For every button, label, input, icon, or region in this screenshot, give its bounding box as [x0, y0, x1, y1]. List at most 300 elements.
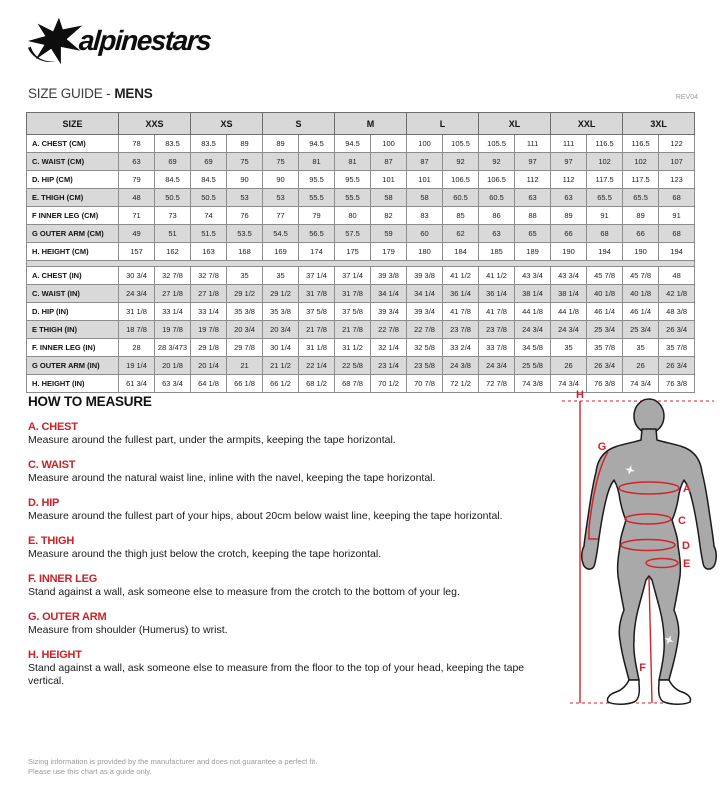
size-table	[26, 112, 695, 393]
size-value-cell: 63 3/4	[155, 375, 191, 393]
size-value-cell: 35 7/8	[587, 339, 623, 357]
size-value-cell: 101	[407, 171, 443, 189]
row-label: G OUTER ARM (IN)	[27, 357, 119, 375]
size-value-cell: 48	[119, 189, 155, 207]
col-header-size: SIZE	[27, 113, 119, 135]
size-value-cell: 92	[443, 153, 479, 171]
size-value-cell: 194	[659, 243, 695, 261]
size-value-cell: 27 1/8	[155, 285, 191, 303]
size-value-cell: 50.5	[155, 189, 191, 207]
size-value-cell: 89	[227, 135, 263, 153]
size-value-cell: 33 1/4	[155, 303, 191, 321]
figure-label-chest: A	[683, 483, 691, 495]
measurement-figure	[556, 388, 720, 712]
size-value-cell: 111	[551, 135, 587, 153]
measure-item-text: Measure around the natural waist line, inline with the navel, keeping the tape horizontal.	[28, 472, 436, 484]
size-value-cell: 41 1/2	[443, 267, 479, 285]
size-value-cell: 22 5/8	[335, 357, 371, 375]
size-value-cell: 75	[263, 153, 299, 171]
how-to-measure-title: HOW TO MEASURE	[28, 394, 152, 409]
size-value-cell: 63	[551, 189, 587, 207]
size-value-cell: 22 1/4	[299, 357, 335, 375]
page-title-gender: MENS	[114, 86, 153, 101]
brand-logo	[26, 12, 210, 70]
size-value-cell: 37 5/8	[299, 303, 335, 321]
measure-item-label: C. WAIST	[28, 459, 76, 471]
size-value-cell: 36 1/4	[443, 285, 479, 303]
size-value-cell: 86	[479, 207, 515, 225]
size-value-cell: 163	[191, 243, 227, 261]
size-value-cell: 117.5	[623, 171, 659, 189]
footer-line-2: Please use this chart as a guide only.	[28, 767, 152, 776]
measure-item-text: Stand against a wall, ask someone else to measure from the crotch to the bottom of your leg.	[28, 586, 460, 598]
table-row	[27, 303, 695, 321]
size-value-cell: 94.5	[299, 135, 335, 153]
size-value-cell: 48 3/8	[659, 303, 695, 321]
row-label: C. WAIST (CM)	[27, 153, 119, 171]
size-value-cell: 33 7/8	[479, 339, 515, 357]
size-value-cell: 19 1/4	[119, 357, 155, 375]
size-value-cell: 32 1/4	[371, 339, 407, 357]
size-value-cell: 70 7/8	[407, 375, 443, 393]
size-value-cell: 23 5/8	[407, 357, 443, 375]
size-value-cell: 63	[119, 153, 155, 171]
size-value-cell: 190	[623, 243, 659, 261]
size-value-cell: 69	[155, 153, 191, 171]
size-value-cell: 66 1/8	[227, 375, 263, 393]
size-value-cell: 35	[263, 267, 299, 285]
table-row	[27, 357, 695, 375]
row-label: G OUTER ARM (CM)	[27, 225, 119, 243]
size-value-cell: 168	[227, 243, 263, 261]
size-value-cell: 51	[155, 225, 191, 243]
measure-item-label: H. HEIGHT	[28, 649, 82, 661]
size-value-cell: 95.5	[299, 171, 335, 189]
size-value-cell: 19 7/8	[191, 321, 227, 339]
size-value-cell: 54.5	[263, 225, 299, 243]
measure-item-label: F. INNER LEG	[28, 573, 98, 585]
size-value-cell: 58	[407, 189, 443, 207]
size-value-cell: 68	[659, 225, 695, 243]
size-value-cell: 84.5	[191, 171, 227, 189]
size-value-cell: 53.5	[227, 225, 263, 243]
row-label: H. HEIGHT (IN)	[27, 375, 119, 393]
size-value-cell: 76 3/8	[659, 375, 695, 393]
size-value-cell: 162	[155, 243, 191, 261]
size-value-cell: 29 1/2	[263, 285, 299, 303]
size-value-cell: 24 3/8	[443, 357, 479, 375]
size-value-cell: 40 1/8	[623, 285, 659, 303]
size-value-cell: 35	[227, 267, 263, 285]
table-row	[27, 285, 695, 303]
table-row	[27, 153, 695, 171]
size-value-cell: 84.5	[155, 171, 191, 189]
size-value-cell: 90	[227, 171, 263, 189]
size-value-cell: 28	[119, 339, 155, 357]
size-value-cell: 31 1/8	[299, 339, 335, 357]
size-value-cell: 36 1/4	[479, 285, 515, 303]
col-header-3xl: 3XL	[623, 113, 695, 135]
measure-item-text: Measure from shoulder (Humerus) to wrist.	[28, 624, 228, 636]
size-value-cell: 24 3/4	[551, 321, 587, 339]
measure-item-label: D. HIP	[28, 497, 60, 509]
col-header-xxs: XXS	[119, 113, 191, 135]
size-value-cell: 33 1/4	[191, 303, 227, 321]
table-row	[27, 207, 695, 225]
size-value-cell: 37 5/8	[335, 303, 371, 321]
row-label: F. INNER LEG (IN)	[27, 339, 119, 357]
size-value-cell: 189	[515, 243, 551, 261]
size-value-cell: 174	[299, 243, 335, 261]
size-value-cell: 68	[659, 189, 695, 207]
page-title	[28, 86, 153, 101]
figure-label-outer-arm: G	[597, 441, 607, 453]
size-value-cell: 25 3/4	[623, 321, 659, 339]
inner-leg-measure-line	[649, 577, 652, 703]
size-value-cell: 89	[263, 135, 299, 153]
size-value-cell: 122	[659, 135, 695, 153]
col-header-l: L	[407, 113, 479, 135]
size-value-cell: 32 7/8	[155, 267, 191, 285]
footer-line-1: Sizing information is provided by the manufacturer and does not guarantee a perfect fit.	[28, 757, 318, 766]
size-value-cell: 30 1/4	[263, 339, 299, 357]
row-label: F INNER LEG (CM)	[27, 207, 119, 225]
size-value-cell: 60	[407, 225, 443, 243]
footer-disclaimer	[28, 757, 317, 777]
row-label: C. WAIST (IN)	[27, 285, 119, 303]
size-value-cell: 26 3/4	[587, 357, 623, 375]
size-value-cell: 87	[371, 153, 407, 171]
row-label: E. THIGH (CM)	[27, 189, 119, 207]
size-value-cell: 76 3/8	[587, 375, 623, 393]
size-value-cell: 38 1/4	[551, 285, 587, 303]
table-row	[27, 189, 695, 207]
size-value-cell: 26 3/4	[659, 321, 695, 339]
size-value-cell: 60.5	[443, 189, 479, 207]
size-value-cell: 26	[551, 357, 587, 375]
size-value-cell: 21 7/8	[335, 321, 371, 339]
size-value-cell: 100	[407, 135, 443, 153]
size-value-cell: 89	[623, 207, 659, 225]
how-to-measure-section	[28, 394, 553, 688]
size-value-cell: 102	[587, 153, 623, 171]
size-value-cell: 58	[371, 189, 407, 207]
size-value-cell: 73	[155, 207, 191, 225]
size-value-cell: 31 1/8	[119, 303, 155, 321]
size-value-cell: 72 1/2	[443, 375, 479, 393]
size-value-cell: 20 3/4	[227, 321, 263, 339]
row-label: A. CHEST (IN)	[27, 267, 119, 285]
size-value-cell: 55.5	[299, 189, 335, 207]
revision-label: REV04	[675, 94, 698, 101]
size-value-cell: 38 1/4	[515, 285, 551, 303]
size-value-cell: 42 1/8	[659, 285, 695, 303]
size-value-cell: 39 3/4	[371, 303, 407, 321]
size-value-cell: 20 1/4	[191, 357, 227, 375]
figure-label-thigh: E	[683, 558, 691, 570]
size-value-cell: 23 1/4	[371, 357, 407, 375]
size-value-cell: 40 1/8	[587, 285, 623, 303]
size-value-cell: 63	[479, 225, 515, 243]
size-value-cell: 24 3/4	[515, 321, 551, 339]
size-value-cell: 24 3/4	[479, 357, 515, 375]
size-value-cell: 85	[443, 207, 479, 225]
row-label: D. HIP (IN)	[27, 303, 119, 321]
size-value-cell: 62	[443, 225, 479, 243]
size-value-cell: 22 7/8	[371, 321, 407, 339]
size-value-cell: 44 1/8	[551, 303, 587, 321]
left-foot-shape	[607, 680, 639, 704]
size-value-cell: 87	[407, 153, 443, 171]
size-value-cell: 59	[371, 225, 407, 243]
size-value-cell: 92	[479, 153, 515, 171]
size-value-cell: 39 3/8	[407, 267, 443, 285]
col-header-s: S	[263, 113, 335, 135]
size-value-cell: 70 1/2	[371, 375, 407, 393]
size-value-cell: 97	[515, 153, 551, 171]
measure-item-text: Measure around the thigh just below the crotch, keeping the tape horizontal.	[28, 548, 382, 560]
size-value-cell: 43 3/4	[515, 267, 551, 285]
size-value-cell: 179	[371, 243, 407, 261]
size-value-cell: 45 7/8	[623, 267, 659, 285]
size-value-cell: 95.5	[335, 171, 371, 189]
size-value-cell: 25 3/4	[587, 321, 623, 339]
row-label: H. HEIGHT (CM)	[27, 243, 119, 261]
size-value-cell: 74 3/4	[551, 375, 587, 393]
size-value-cell: 19 7/8	[155, 321, 191, 339]
figure-label-hip: D	[682, 540, 690, 552]
size-value-cell: 74	[191, 207, 227, 225]
size-value-cell: 117.5	[587, 171, 623, 189]
size-value-cell: 80	[335, 207, 371, 225]
size-value-cell: 31 7/8	[335, 285, 371, 303]
size-value-cell: 35 3/8	[263, 303, 299, 321]
size-value-cell: 34 1/4	[407, 285, 443, 303]
col-header-xs: XS	[191, 113, 263, 135]
size-value-cell: 76	[227, 207, 263, 225]
size-value-cell: 107	[659, 153, 695, 171]
size-value-cell: 24 3/4	[119, 285, 155, 303]
size-value-cell: 35 3/8	[227, 303, 263, 321]
size-value-cell: 32 7/8	[191, 267, 227, 285]
size-value-cell: 23 7/8	[479, 321, 515, 339]
size-value-cell: 43 3/4	[551, 267, 587, 285]
size-value-cell: 185	[479, 243, 515, 261]
size-value-cell: 65.5	[587, 189, 623, 207]
size-value-cell: 48	[659, 267, 695, 285]
size-value-cell: 97	[551, 153, 587, 171]
col-header-xl: XL	[479, 113, 551, 135]
col-header-xxl: XXL	[551, 113, 623, 135]
size-value-cell: 60.5	[479, 189, 515, 207]
size-value-cell: 53	[227, 189, 263, 207]
size-value-cell: 29 1/8	[191, 339, 227, 357]
size-value-cell: 39 3/8	[371, 267, 407, 285]
size-value-cell: 75	[227, 153, 263, 171]
table-row	[27, 171, 695, 189]
table-row	[27, 225, 695, 243]
size-value-cell: 83.5	[155, 135, 191, 153]
size-value-cell: 46 1/4	[623, 303, 659, 321]
row-label: A. CHEST (CM)	[27, 135, 119, 153]
row-label: E THIGH (IN)	[27, 321, 119, 339]
size-value-cell: 89	[551, 207, 587, 225]
head-shape	[634, 399, 664, 433]
size-value-cell: 33 2/4	[443, 339, 479, 357]
size-value-cell: 39 3/4	[407, 303, 443, 321]
size-value-cell: 102	[623, 153, 659, 171]
size-value-cell: 49	[119, 225, 155, 243]
brand-logo-text: alpinestars	[77, 25, 212, 56]
size-value-cell: 27 1/8	[191, 285, 227, 303]
size-value-cell: 35	[551, 339, 587, 357]
body-silhouette-diagram	[556, 388, 720, 712]
size-value-cell: 83.5	[191, 135, 227, 153]
table-row	[27, 267, 695, 285]
size-value-cell: 53	[263, 189, 299, 207]
size-value-cell: 34 5/8	[515, 339, 551, 357]
size-value-cell: 74 3/8	[515, 375, 551, 393]
size-value-cell: 74 3/4	[623, 375, 659, 393]
size-value-cell: 37 1/4	[335, 267, 371, 285]
size-value-cell: 79	[119, 171, 155, 189]
size-value-cell: 34 1/4	[371, 285, 407, 303]
size-value-cell: 184	[443, 243, 479, 261]
size-value-cell: 101	[371, 171, 407, 189]
figure-label-waist: C	[678, 515, 686, 527]
size-value-cell: 91	[587, 207, 623, 225]
measure-item-label: E. THIGH	[28, 535, 75, 547]
size-value-cell: 26	[623, 357, 659, 375]
figure-label-inner-leg: F	[639, 662, 646, 674]
size-value-cell: 65.5	[623, 189, 659, 207]
size-value-cell: 105.5	[479, 135, 515, 153]
size-value-cell: 81	[335, 153, 371, 171]
size-value-cell: 21 1/2	[263, 357, 299, 375]
size-value-cell: 194	[587, 243, 623, 261]
size-value-cell: 78	[119, 135, 155, 153]
title-bar	[28, 86, 698, 101]
size-value-cell: 44 1/8	[515, 303, 551, 321]
size-value-cell: 77	[263, 207, 299, 225]
col-header-m: M	[335, 113, 407, 135]
size-value-cell: 157	[119, 243, 155, 261]
size-value-cell: 26 3/4	[659, 357, 695, 375]
table-row	[27, 135, 695, 153]
size-value-cell: 20 3/4	[263, 321, 299, 339]
size-value-cell: 46 1/4	[587, 303, 623, 321]
size-value-cell: 180	[407, 243, 443, 261]
size-value-cell: 21	[227, 357, 263, 375]
size-value-cell: 35	[623, 339, 659, 357]
size-value-cell: 100	[371, 135, 407, 153]
size-value-cell: 66 1/2	[263, 375, 299, 393]
size-value-cell: 105.5	[443, 135, 479, 153]
size-value-cell: 106.5	[443, 171, 479, 189]
measure-item-text: Stand against a wall, ask someone else to measure from the floor to the top of your head, keeping the tape vertical.	[28, 662, 525, 687]
size-value-cell: 190	[551, 243, 587, 261]
size-value-cell: 23 7/8	[443, 321, 479, 339]
size-value-cell: 116.5	[587, 135, 623, 153]
measure-item-text: Measure around the fullest part, under the armpits, keeping the tape horizontal.	[28, 434, 396, 446]
size-value-cell: 28 3/473	[155, 339, 191, 357]
size-value-cell: 123	[659, 171, 695, 189]
size-value-cell: 56.5	[299, 225, 335, 243]
size-value-cell: 29 7/8	[227, 339, 263, 357]
right-foot-shape	[659, 680, 691, 704]
size-value-cell: 57.5	[335, 225, 371, 243]
size-value-cell: 55.5	[335, 189, 371, 207]
size-value-cell: 106.5	[479, 171, 515, 189]
size-value-cell: 69	[191, 153, 227, 171]
size-value-cell: 83	[407, 207, 443, 225]
page-title-prefix: SIZE GUIDE -	[28, 86, 111, 101]
size-value-cell: 41 7/8	[443, 303, 479, 321]
size-value-cell: 112	[551, 171, 587, 189]
figure-label-height: H	[576, 389, 584, 401]
size-value-cell: 72 7/8	[479, 375, 515, 393]
size-value-cell: 82	[371, 207, 407, 225]
table-row	[27, 321, 695, 339]
size-value-cell: 66	[551, 225, 587, 243]
size-value-cell: 68 1/2	[299, 375, 335, 393]
size-value-cell: 18 7/8	[119, 321, 155, 339]
size-value-cell: 90	[263, 171, 299, 189]
size-value-cell: 63	[515, 189, 551, 207]
size-value-cell: 22 7/8	[407, 321, 443, 339]
row-label: D. HIP (CM)	[27, 171, 119, 189]
size-value-cell: 37 1/4	[299, 267, 335, 285]
size-value-cell: 31 1/2	[335, 339, 371, 357]
size-value-cell: 41 7/8	[479, 303, 515, 321]
size-value-cell: 68 7/8	[335, 375, 371, 393]
size-value-cell: 91	[659, 207, 695, 225]
measure-item-label: A. CHEST	[28, 421, 78, 433]
table-header-row	[27, 113, 695, 135]
size-value-cell: 31 7/8	[299, 285, 335, 303]
size-value-cell: 65	[515, 225, 551, 243]
size-value-cell: 88	[515, 207, 551, 225]
size-value-cell: 68	[587, 225, 623, 243]
size-value-cell: 81	[299, 153, 335, 171]
size-value-cell: 111	[515, 135, 551, 153]
size-value-cell: 116.5	[623, 135, 659, 153]
size-table-wrap	[26, 112, 695, 393]
measure-item-text: Measure around the fullest part of your hips, about 20cm below waist line, keeping the tape horizontal.	[28, 510, 503, 522]
size-value-cell: 50.5	[191, 189, 227, 207]
table-row	[27, 339, 695, 357]
size-value-cell: 30 3/4	[119, 267, 155, 285]
size-value-cell: 51.5	[191, 225, 227, 243]
size-value-cell: 112	[515, 171, 551, 189]
size-value-cell: 21 7/8	[299, 321, 335, 339]
size-value-cell: 79	[299, 207, 335, 225]
size-value-cell: 94.5	[335, 135, 371, 153]
size-value-cell: 71	[119, 207, 155, 225]
measure-item-label: G. OUTER ARM	[28, 611, 107, 623]
size-value-cell: 175	[335, 243, 371, 261]
size-value-cell: 169	[263, 243, 299, 261]
size-value-cell: 66	[623, 225, 659, 243]
size-value-cell: 45 7/8	[587, 267, 623, 285]
size-value-cell: 32 5/8	[407, 339, 443, 357]
size-value-cell: 25 5/8	[515, 357, 551, 375]
size-value-cell: 61 3/4	[119, 375, 155, 393]
size-value-cell: 29 1/2	[227, 285, 263, 303]
size-value-cell: 35 7/8	[659, 339, 695, 357]
size-value-cell: 20 1/8	[155, 357, 191, 375]
size-value-cell: 41 1/2	[479, 267, 515, 285]
